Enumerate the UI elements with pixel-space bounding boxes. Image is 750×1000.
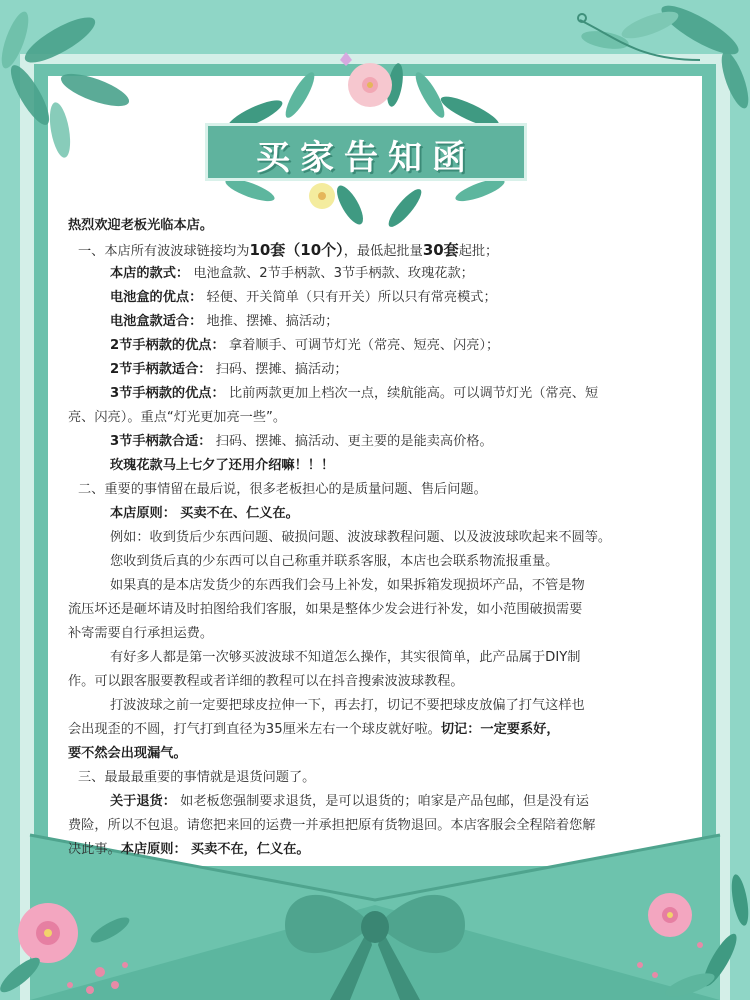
item-text: 扫码、摆摊、搞活动； [215, 362, 348, 377]
item-text: 扫码、摆摊、搞活动、更主要的是能卖高价格。 [215, 434, 493, 449]
paragraph: 如果真的是本店发货少的东西我们会马上补发，如果拆箱发现损坏产品，不管是物 [110, 578, 585, 593]
principle-line [68, 502, 696, 526]
item-label: 2节手柄款的优点： [110, 338, 225, 353]
warning-text: 切记：一定要系好， [440, 722, 560, 737]
text: ，最低起批量 [343, 244, 423, 259]
rose-note: 玫瑰花款马上七夕了还用介绍嘛！！！ [110, 458, 335, 473]
text: 10套（10个） [249, 241, 344, 259]
flower-icon [309, 183, 335, 209]
welcome-line: 热烈欢迎老板光临本店。 [68, 218, 214, 233]
item-text: 拿着顺手、可调节灯光（常亮、短亮、闪亮）； [228, 338, 500, 353]
principle-text: 买卖不在、仁义在。 [180, 506, 299, 521]
warning-continued: 要不然会出现漏气。 [68, 746, 187, 761]
text: 30套 [422, 241, 459, 259]
refund-label: 关于退货： [110, 794, 176, 809]
notice-body [68, 214, 696, 862]
style-item [68, 262, 696, 286]
paragraph-continued [68, 718, 696, 742]
style-item [68, 382, 696, 406]
item-label: 电池盒的优点： [110, 290, 203, 305]
paragraph: 有好多人都是第一次够买波波球不知道怎么操作，其实很简单，此产品属于DIY制 [110, 650, 581, 665]
page-title: 买家告知函 [256, 138, 476, 178]
style-item [68, 286, 696, 310]
example-line: 例如：收到货后少东西问题、破损问题、波波球教程问题、以及波波球吹起来不圆等。 [110, 530, 612, 545]
flower-icon [648, 893, 692, 937]
principle-label: 本店原则： [110, 506, 176, 521]
item-label: 3节手柄款的优点： [110, 386, 225, 401]
paragraph-continued: 补寄需要自行承担运费。 [68, 626, 214, 641]
style-item-continued: 亮、闪亮）。重点“灯光更加亮一些”。 [68, 410, 287, 425]
style-item [68, 358, 696, 382]
style-item [68, 334, 696, 358]
item-label: 本店的款式： [110, 266, 190, 281]
item-label: 2节手柄款适合： [110, 362, 212, 377]
text: 决此事。 [68, 842, 121, 857]
paragraph-continued: 流压坏还是砸坏请及时拍图给我们客服，如果是整体少发会进行补发，如小范围破损需要 [68, 602, 583, 617]
paragraph-continued [68, 838, 696, 862]
section2-intro: 二、重要的事情留在最后说，很多老板担心的是质量问题、售后问题。 [78, 482, 487, 497]
paragraph: 打波波球之前一定要把球皮拉伸一下，再去打，切记不要把球皮放偏了打气这样也 [110, 698, 585, 713]
paragraph-continued: 费险，所以不包退。请您把来回的运费一并承担把原有货物退回。本店客服会全程陪着您解 [68, 818, 596, 833]
text: 一、本店所有波波球链接均为 [78, 244, 250, 259]
item-label: 3节手柄款合适： [110, 434, 212, 449]
item-label: 电池盒款适合： [110, 314, 203, 329]
refund-line [68, 790, 696, 814]
principle-text: 买卖不在，仁义在。 [190, 842, 310, 857]
section1-intro [68, 238, 696, 262]
text: 会出现歪的不圆，打气打到直径为35厘米左右一个球皮就好啦。 [68, 722, 441, 737]
title-banner [205, 123, 527, 181]
item-text: 轻便、开关简单（只有开关）所以只有常亮模式； [206, 290, 497, 305]
item-text: 比前两款更加上档次一点，续航能高。可以调节灯光（常亮、短 [228, 386, 599, 401]
flower-icon [348, 63, 392, 107]
style-item [68, 430, 696, 454]
text: 如老板您强制要求退货，是可以退货的；咱家是产品包邮，但是没有运 [180, 794, 589, 809]
paragraph-continued: 作。可以跟客服要教程或者详细的教程可以在抖音搜索波波球教程。 [68, 674, 464, 689]
section3-intro: 三、最最最重要的事情就是退货问题了。 [78, 770, 316, 785]
text: 起批； [458, 244, 499, 259]
item-text: 地推、摆摊、搞活动； [206, 314, 339, 329]
principle-label: 本店原则： [120, 842, 187, 857]
style-item [68, 310, 696, 334]
paragraph: 您收到货后真的少东西可以自己称重并联系客服，本店也会联系物流报重量。 [110, 554, 559, 569]
item-text: 电池盒款、2节手柄款、3节手柄款、玫瑰花款； [193, 266, 474, 281]
flower-icon [18, 903, 78, 963]
